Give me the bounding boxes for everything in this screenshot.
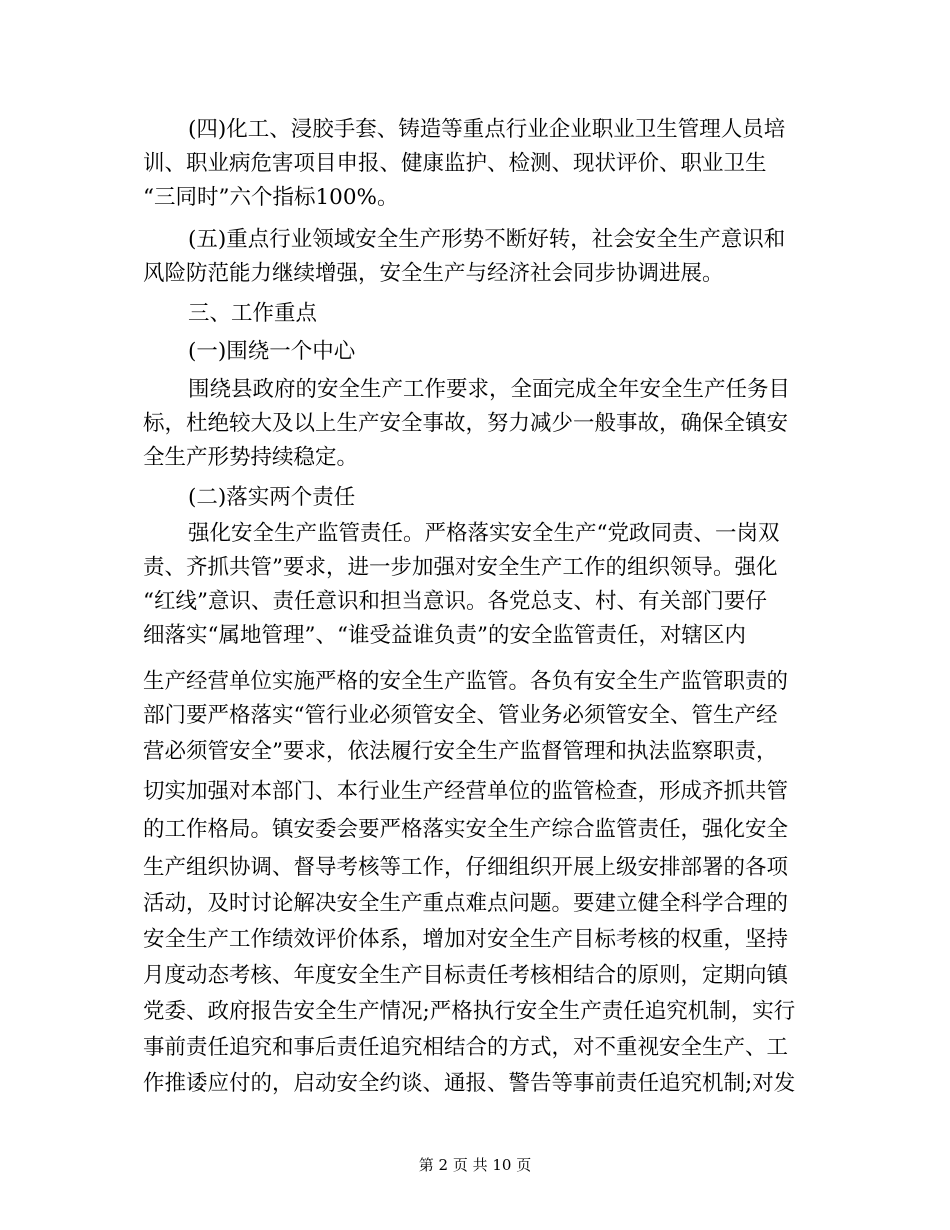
paragraph-duty-line-12: 安全生产工作绩效评价体系，增加对安全生产目标考核的权重，坚持 — [143, 927, 789, 952]
paragraph-duty-line-2: 责、齐抓共管”要求，进一步加强对安全生产工作的组织领导。强化 — [143, 555, 778, 580]
paragraph-duty-line-8: 切实加强对本部门、本行业生产经营单位的监管检查，形成齐抓共管 — [143, 779, 789, 804]
subheading-2: (二)落实两个责任 — [188, 485, 356, 510]
paragraph-duty-line-5: 生产经营单位实施严格的安全生产监管。各负有安全生产监管职责的 — [143, 669, 789, 694]
paragraph-4-line-2: 训、职业病危害项目申报、健康监护、检测、现状评价、职业卫生 — [143, 151, 767, 176]
paragraph-4-line-1: (四)化工、浸胶手套、铸造等重点行业企业职业卫生管理人员培 — [188, 117, 786, 142]
paragraph-duty-line-6: 部门要严格落实“管行业必须管安全、管业务必须管安全、管生产经 — [143, 703, 778, 728]
paragraph-duty-line-7: 营必须管安全”要求，依法履行安全生产监督管理和执法监察职责， — [143, 739, 778, 764]
paragraph-5-line-1: (五)重点行业领域安全生产形势不断好转，社会安全生产意识和 — [188, 227, 786, 252]
paragraph-duty-line-14: 党委、政府报告安全生产情况;严格执行安全生产责任追究机制，实行 — [143, 999, 796, 1024]
paragraph-5-line-2: 风险防范能力继续增强，安全生产与经济社会同步协调进展。 — [143, 261, 724, 286]
paragraph-duty-line-10: 生产组织协调、督导考核等工作，仔细组织开展上级安排部署的各项 — [143, 855, 789, 880]
paragraph-duty-line-13: 月度动态考核、年度安全生产目标责任考核相结合的原则，定期向镇 — [143, 963, 789, 988]
paragraph-duty-line-1: 强化安全生产监管责任。严格落实安全生产“党政同责、一岗双 — [188, 521, 780, 546]
paragraph-duty-line-9: 的工作格局。镇安委会要严格落实安全生产综合监管责任，强化安全 — [143, 817, 789, 842]
paragraph-duty-line-16: 作推诿应付的，启动安全约谈、通报、警告等事前责任追究机制;对发 — [143, 1071, 796, 1096]
paragraph-duty-line-3: “红线”意识、责任意识和担当意识。各党总支、村、有关部门要仔 — [143, 589, 767, 614]
paragraph-center-line-1: 围绕县政府的安全生产工作要求，全面完成全年安全生产任务目 — [188, 377, 791, 402]
section-heading: 三、工作重点 — [188, 301, 318, 326]
paragraph-center-line-2: 标，杜绝较大及以上生产安全事故，努力减少一般事故，确保全镇安 — [143, 411, 789, 436]
paragraph-duty-line-11: 活动，及时讨论解决安全生产重点难点问题。要建立健全科学合理的 — [143, 891, 789, 916]
paragraph-center-line-3: 全生产形势持续稳定。 — [143, 445, 359, 470]
paragraph-duty-line-4: 细落实“属地管理”、“谁受益谁负责”的安全监管责任，对辖区内 — [143, 623, 746, 648]
page-footer: 第 2 页 共 10 页 — [418, 1156, 532, 1174]
paragraph-4-line-3: “三同时”六个指标100%。 — [143, 185, 399, 210]
paragraph-duty-line-15: 事前责任追究和事后责任追究相结合的方式，对不重视安全生产、工 — [143, 1035, 789, 1060]
subheading-1: (一)围绕一个中心 — [188, 339, 356, 364]
